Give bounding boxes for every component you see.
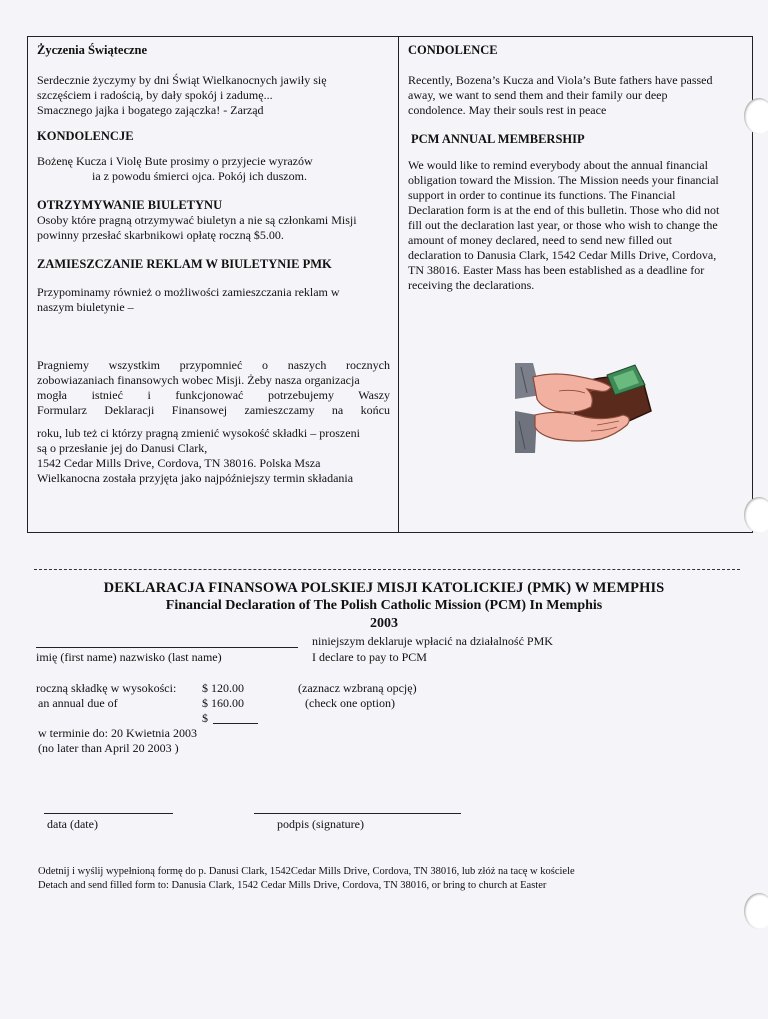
deadline-polish: w terminie do: 20 Kwietnia 2003	[38, 726, 197, 740]
binder-hole-icon	[744, 497, 768, 533]
polish-column	[28, 37, 399, 532]
date-label: data (date)	[47, 817, 98, 831]
greetings-text: Serdecznie życzymy by dni Świąt Wielkanocnych jawiły się szczęściem i radością, by dały spokój i zadumę... Smacznego jajka i bogatego zajączka! - Zarząd	[37, 73, 327, 117]
membership-text: We would like to remind everybody about the annual financial obligation toward the Mission. The Mission needs your financial support in order to continue its functions. The Financial Declaration form is at the end of this bulletin. Those who did not fill out the declaration last year, or those who wish to change the amount of money declared, need to send new filled out declaration to Danusia Clark, 1542 Cedar Mills Drive, Cordova, TN 38016. Easter Mass has been established as a deadline for receiving the declarations.	[408, 158, 720, 292]
przypomnienie-text: Pragniemy wszystkim przypomnieć o naszych rocznych zobowiazaniach finansowych wobec Misji. Żeby nasza organizacja mogła istnieć i funkcjonować potrzebujemy Waszy Formularz Deklaracji Finansowej zamieszczamy na końcu roku, lub też ci którzy pragną zmienić wysokość składki – proszeni są o przesłanie jej do Danusi Clark, 1542 Cedar Mills Drive, Cordova, TN 38016. Polska Msza Wielkanocna została przyjęta jako najpóźniejszy termin składania	[37, 358, 390, 485]
form-title-polish: DEKLARACJA FINANSOWA POLSKIEJ MISJI KATOLICKIEJ (PMK) W MEMPHIS	[103, 580, 665, 596]
reklamy-title: ZAMIESZCZANIE REKLAM W BIULETYNIE PMK	[37, 257, 332, 271]
amount-option-custom-line[interactable]	[213, 723, 258, 724]
biuletyn-text: Osoby które pragną otrzymywać biuletyn a nie są członkami Misji powinny przesłać skarbnikowi opłatę roczną $5.00.	[37, 213, 357, 242]
amount-option-120[interactable]: $ 120.00	[202, 681, 244, 695]
name-label: imię (first name) nazwisko (last name)	[36, 650, 222, 664]
kondolencje-text: Bożenę Kucza i Violę Bute prosimy o przyjecie wyrazów ia z powodu śmierci ojca. Pokój ich duszom.	[37, 154, 313, 183]
declare-english: I declare to pay to PCM	[312, 650, 427, 664]
signature-input-line[interactable]	[254, 813, 461, 814]
footer-polish: Odetnij i wyślij wypełnioną formę do p. Danusi Clark, 1542Cedar Mills Drive, Cordova, TN 38016, lub złóż na tacę w kościele	[38, 866, 575, 877]
greetings-title: Życzenia Świąteczne	[37, 43, 148, 57]
footer-english: Detach and send filled form to: Danusia Clark, 1542 Cedar Mills Drive, Cordova, TN 38016, or bring to church at Easter	[38, 880, 547, 891]
binder-hole-icon	[744, 893, 768, 929]
amount-option-160[interactable]: $ 160.00	[202, 696, 244, 710]
declare-polish: niniejszym deklaruje wpłacić na działalność PMK	[312, 634, 553, 648]
option-hint-english: (check one option)	[305, 696, 395, 710]
biuletyn-title: OTRZYMYWANIE BIULETYNU	[37, 198, 223, 212]
condolence-text: Recently, Bozena’s Kucza and Viola’s Bute fathers have passed away, we want to send them and their family our deep condolence. May their souls rest in peace	[408, 73, 713, 117]
binder-hole-icon	[744, 98, 768, 134]
hand-taking-money-from-wallet-icon	[515, 363, 653, 453]
date-input-line[interactable]	[44, 813, 173, 814]
membership-title: PCM ANNUAL MEMBERSHIP	[411, 132, 585, 146]
deadline-english: (no later than April 20 2003 )	[38, 741, 179, 755]
cut-line	[34, 569, 740, 570]
reklamy-text: Przypominamy również o możliwości zamieszczania reklam w naszym biuletynie –	[37, 285, 340, 314]
bulletin-box	[27, 36, 753, 533]
signature-label: podpis (signature)	[277, 817, 364, 831]
amount-option-custom-label: $	[202, 711, 208, 725]
form-title-english: Financial Declaration of The Polish Catholic Mission (PCM) In Memphis	[165, 598, 603, 613]
option-hint-polish: (zaznacz wzbraną opcję)	[298, 681, 417, 695]
kondolencje-title: KONDOLENCJE	[37, 129, 134, 143]
english-column	[399, 37, 752, 532]
name-input-line[interactable]	[36, 647, 298, 648]
condolence-title: CONDOLENCE	[408, 43, 498, 57]
annual-due-polish: roczną składkę w wysokości:	[36, 681, 177, 695]
annual-due-english: an annual due of	[38, 696, 118, 710]
form-year: 2003	[370, 616, 398, 631]
